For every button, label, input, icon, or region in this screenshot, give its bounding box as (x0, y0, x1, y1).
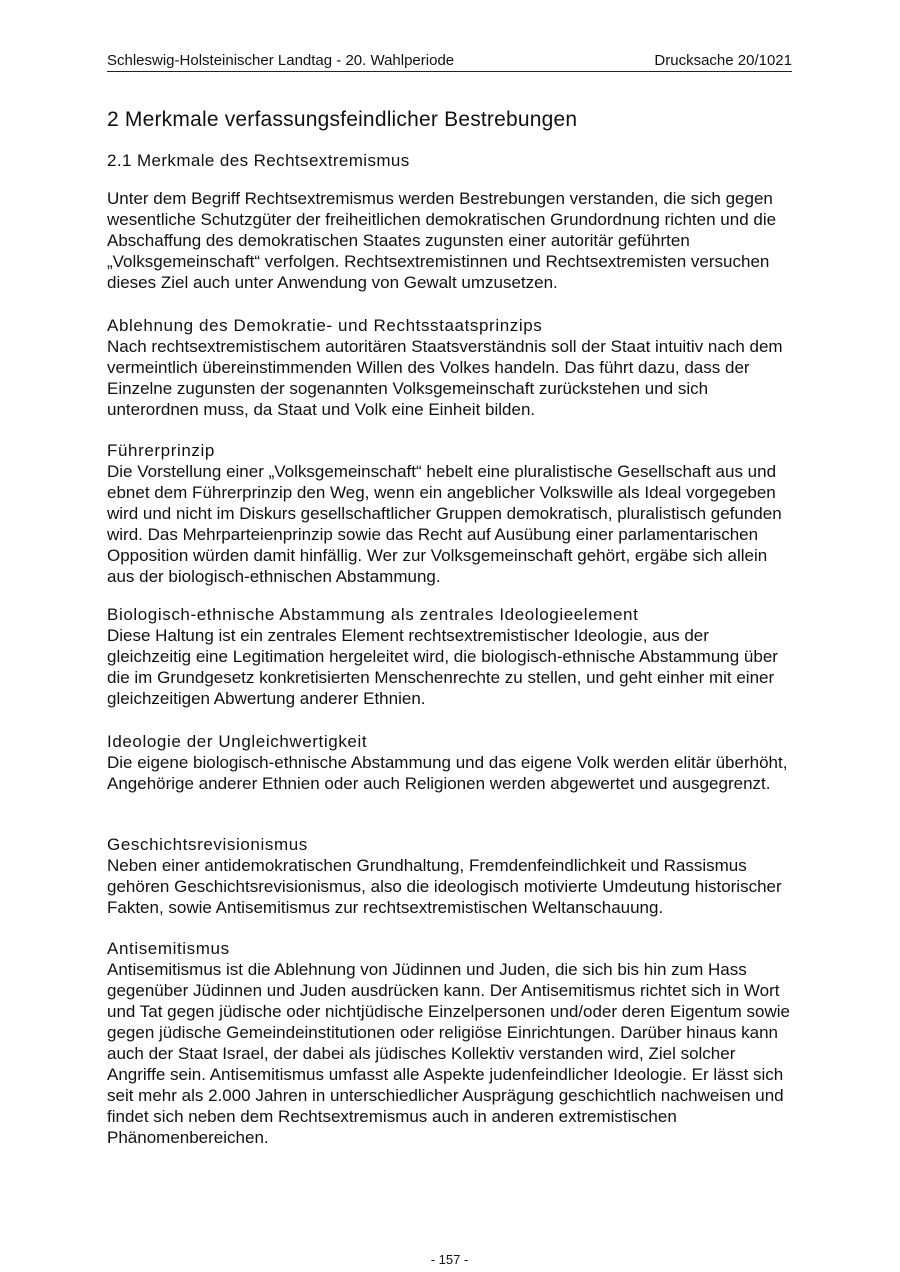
section-fuehrerprinzip (107, 440, 792, 587)
header-right: Drucksache 20/1021 (654, 52, 792, 69)
section-democracy (107, 315, 792, 420)
section-title: 2.1 Merkmale des Rechtsextremismus (107, 151, 410, 170)
intro-paragraph (107, 188, 792, 293)
section-text: Die eigene biologisch-ethnische Abstammung und das eigene Volk werden elitär überhöht, Angehörige anderer Ethnien oder auch Religionen werden abgewertet und ausgegrenzt. (107, 753, 788, 793)
section-text: Neben einer antidemokratischen Grundhaltung, Fremdenfeindlichkeit und Rassismus gehören Geschichtsrevisionismus, also die ideologisch motivierte Umdeutung historischer Fakten, sowie Antisemitismus zur rechtsextremistischen Weltanschauung. (107, 856, 782, 917)
header-left: Schleswig-Holsteinischer Landtag - 20. Wahlperiode (107, 52, 455, 69)
section-text: Nach rechtsextremistischem autoritären Staatsverständnis soll der Staat intuitiv nach dem vermeintlich übereinstimmenden Willen des Volkes handeln. Das führt dazu, dass der Einzelne zugunsten der sogenannten Volksgemeinschaft zurückstehen und sich unterordnen muss, da Staat und Volk eine Einheit bilden. (107, 337, 783, 419)
section-heading: Biologisch-ethnische Abstammung als zentrales Ideologieelement (107, 605, 639, 624)
section-text: Antisemitismus ist die Ablehnung von Jüdinnen und Juden, die sich bis hin zum Hass gegenüber Jüdinnen und Juden ausdrücken kann. Der Antisemitismus richtet sich in Wort und Tat gegen jüdische oder nichtjüdische Einzelpersonen und/oder deren Eigentum sowie gegen jüdische Gemeindeinstitutionen oder religiöse Einrichtungen. Darüber hinaus kann auch der Staat Israel, der dabei als jüdisches Kollektiv verstanden wird, Ziel solcher Angriffe sein. Antisemitismus umfasst alle Aspekte judenfeindlicher Ideologie. Er lässt sich seit mehr als 2.000 Jahren in unterschiedlicher Ausprägung geschichtlich nachweisen und findet sich neben dem Rechtsextremismus auch in anderen extremistischen Phänomenbereichen. (107, 960, 790, 1147)
intro-text: Unter dem Begriff Rechtsextremismus werden Bestrebungen verstanden, die sich gegen wesentliche Schutzgüter der freiheitlichen demokratischen Grundordnung richten und die Abschaffung des demokratischen Staates zugunsten einer autoritär geführten „Volksgemeinschaft“ verfolgen. Rechtsextremistinnen und Rechtsextremisten versuchen dieses Ziel auch unter Anwendung von Gewalt umzusetzen. (107, 189, 777, 292)
section-heading: Führerprinzip (107, 441, 215, 460)
section-text: Diese Haltung ist ein zentrales Element rechtsextremistischer Ideologie, aus der gleichzeitig eine Legitimation hergeleitet wird, die biologisch-ethnische Abstammung über die im Grundgesetz konkretisierten Menschenrechte zu stellen, und geht einher mit einer gleichzeitigen Abwertung anderer Ethnien. (107, 626, 778, 708)
section-heading: Ablehnung des Demokratie- und Rechtsstaatsprinzips (107, 316, 543, 335)
section-geschichtsrevisionismus (107, 834, 792, 918)
section-abstammung (107, 604, 792, 709)
section-heading: Geschichtsrevisionismus (107, 835, 308, 854)
section-ungleichwertigkeit (107, 731, 792, 794)
document-page (107, 52, 792, 1267)
page-number: - 157 - (430, 1252, 469, 1267)
section-heading: Antisemitismus (107, 939, 230, 958)
section-text: Die Vorstellung einer „Volksgemeinschaft“ hebelt eine pluralistische Gesellschaft aus und ebnet dem Führerprinzip den Weg, wenn ein angeblicher Volkswille als Ideal vorgegeben wird und nicht im Diskurs gesellschaftlicher Gruppen demokratisch, pluralistisch gefunden wird. Das Mehrparteienprinzip sowie das Recht auf Ausübung einer parlamentarischen Opposition würden damit hinfällig. Wer zur Volksgemeinschaft gehört, ergäbe sich allein aus der biologisch-ethnischen Abstammung. (107, 462, 782, 586)
chapter-title: 2 Merkmale verfassungsfeindlicher Bestrebungen (107, 108, 578, 131)
section-antisemitismus (107, 938, 792, 1148)
page-header (107, 52, 792, 72)
section-heading: Ideologie der Ungleichwertigkeit (107, 732, 368, 751)
